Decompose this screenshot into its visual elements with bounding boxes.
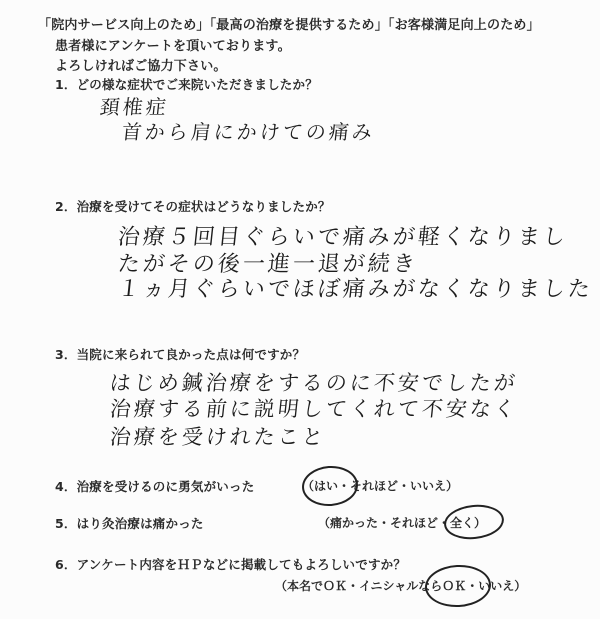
intro-line-1: 「院内サービス向上のため」「最高の治療を提供するため」「お客様満足向上のため」 (38, 18, 540, 33)
question-6-label: 6．アンケート内容をＨＰなどに掲載してもよろしいですか？ (55, 557, 407, 572)
question-4-answer-circle (301, 464, 360, 508)
question-6-options: （本名でＯＫ・イニシャルならＯＫ・いいえ） (275, 579, 527, 593)
question-5-options: （痛かった・それほど・全く） (318, 516, 487, 530)
question-1-answer-line-2: 首から肩にかけての痛み (120, 120, 377, 144)
question-3-answer-line-3: 治療を受けれたこと (108, 425, 328, 449)
question-2-label: 2．治療を受けてその症状はどうなりましたか？ (55, 199, 331, 214)
question-3-answer-line-1: はじめ鍼治療をするのに不安でしたが (108, 371, 520, 395)
question-3-label: 3．当院に来られて良かった点は何ですか？ (55, 347, 306, 362)
question-2-answer-line-2: たがその後一進一退が続き (116, 252, 420, 277)
question-3-answer-line-2: 治療する前に説明してくれて不安なく (108, 397, 520, 421)
question-5-answer-circle (442, 502, 505, 542)
question-2-answer-line-1: 治療５回目ぐらいで痛みが軽くなりまし (116, 225, 570, 250)
intro-line-2: 患者様にアンケートを頂いております。 (55, 39, 291, 54)
question-1-answer-line-1: 頚椎症 (98, 95, 171, 119)
question-6-answer-circle (424, 563, 492, 608)
question-4-options: （はい・それほど・いいえ） (302, 479, 459, 493)
question-2-answer-line-3: １ヵ月ぐらいでほぼ痛みがなくなりました (116, 277, 595, 302)
intro-line-3: よろしければご協力下さい。 (55, 59, 227, 74)
question-1-label: 1．どの様な症状でご来院いただきましたか？ (55, 77, 318, 92)
question-5-label: 5．はり灸治療は痛かった (55, 516, 204, 531)
question-4-label: 4．治療を受けるのに勇気がいった (55, 479, 255, 494)
